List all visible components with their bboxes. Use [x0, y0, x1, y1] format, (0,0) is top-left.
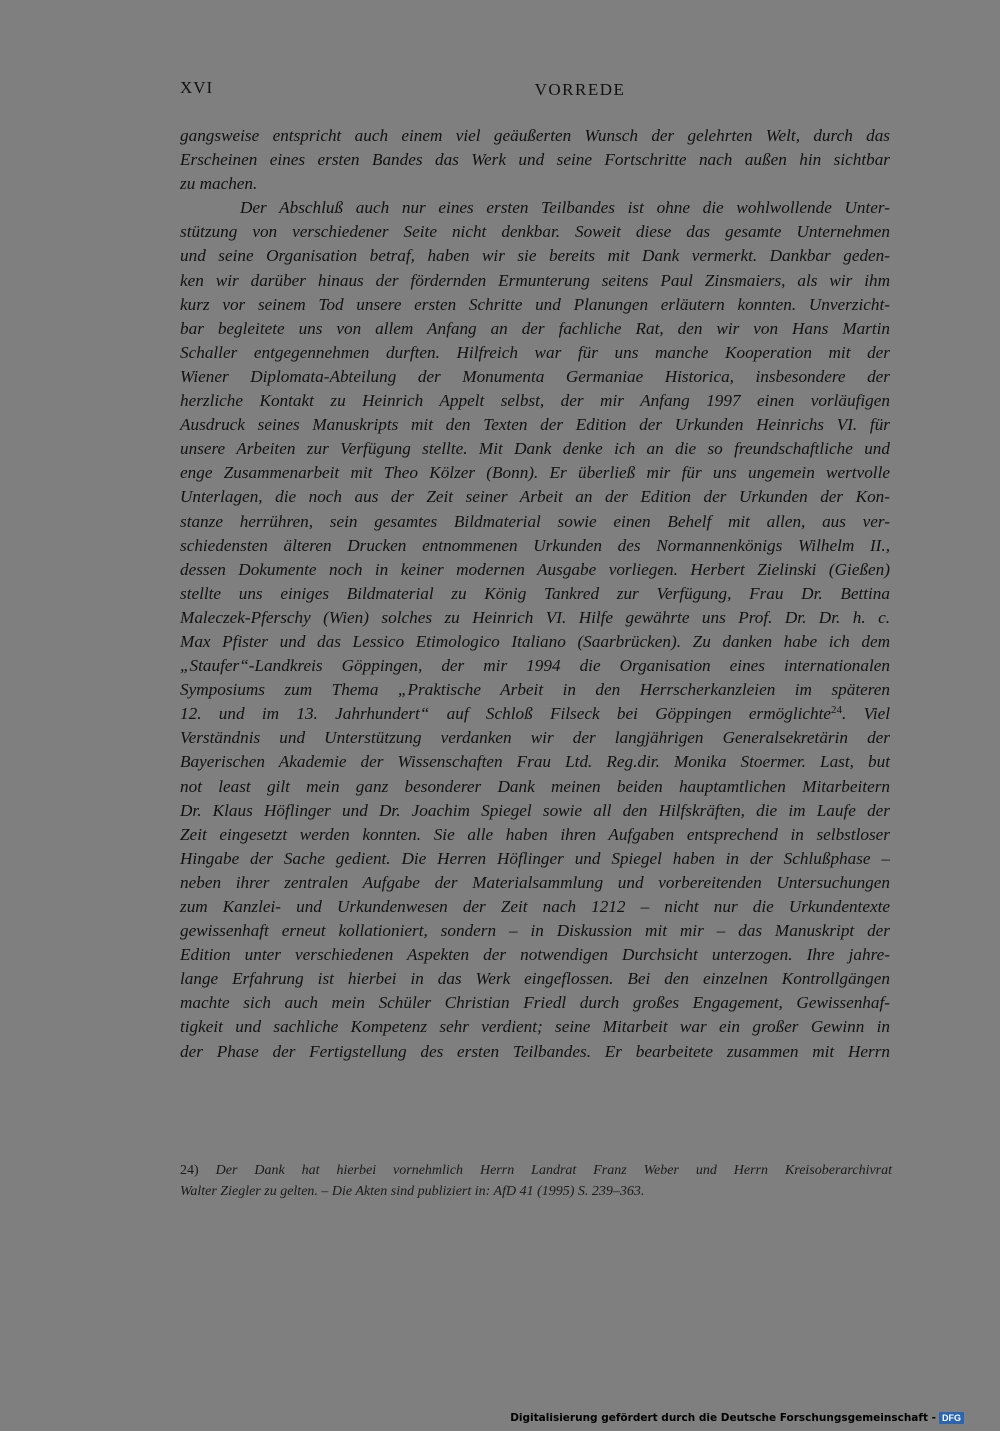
text-line: Symposiums zum Thema „Praktische Arbeit in den Herrscherkanzleien im späteren [180, 680, 890, 700]
text-line: Edition unter verschiedenen Aspekten der notwendigen Durchsicht unterzogen. Ihre jahre- [180, 945, 890, 965]
credit-text: Digitalisierung gefördert durch die Deutsche Forschungsgemeinschaft - [510, 1412, 936, 1424]
page-number: XVI [180, 78, 214, 97]
text-line: Wiener Diplomata-Abteilung der Monumenta Germaniae Historica, insbesondere der [180, 366, 890, 386]
text-line: stellte uns einiges Bildmaterial zu König Tankred zur Verfügung, Frau Dr. Bettina [180, 583, 890, 603]
text-line: Verständnis und Unterstützung verdanken wir der langjährigen Generalsekretärin der [180, 728, 890, 748]
text-line: herzliche Kontakt zu Heinrich Appelt selbst, der mir Anfang 1997 einen vorläufigen [180, 391, 890, 411]
text-line: Max Pfister und das Lessico Etimologico Italiano (Saarbrücken). Zu danken habe ich dem [180, 631, 890, 651]
text-line: Erscheinen eines ersten Bandes das Werk und seine Fortschritte nach außen hin sichtbar [180, 150, 890, 170]
text-line: schiedensten älteren Drucken entnommenen Urkunden des Normannenkönigs Wilhelm II., [180, 535, 890, 555]
text-line: lange Erfahrung ist hierbei in das Werk eingeflossen. Bei den einzelnen Kontrollgängen [180, 969, 890, 989]
text-line: tigkeit und sachliche Kompetenz sehr verdient; seine Mitarbeit war ein großer Gewinn in [180, 1017, 890, 1037]
text-line: neben ihrer zentralen Aufgabe der Materialsammlung und vorbereitenden Untersuchungen [180, 872, 890, 892]
text-line: stützung von verschiedener Seite nicht denkbar. Soweit diese das gesamte Unternehmen [180, 222, 890, 242]
text-line: Bayerischen Akademie der Wissenschaften Frau Ltd. Reg.dir. Monika Stoermer. Last, but [180, 752, 890, 772]
text-line: gewissenhaft erneut kollationiert, sondern – in Diskussion mit mir – das Manuskript der [180, 921, 890, 941]
text-line: machte sich auch mein Schüler Christian Friedl durch großes Engagement, Gewissenhaf- [180, 993, 890, 1013]
footnote-reference[interactable]: 24 [831, 704, 842, 717]
text-line: enge Zusammenarbeit mit Theo Kölzer (Bonn). Er überließ mir für uns ungemein wertvolle [180, 463, 890, 483]
text-line: Dr. Klaus Höflinger und Dr. Joachim Spiegel sowie all den Hilfskräften, die im Laufe der [180, 800, 890, 820]
text-segment: . Viel [842, 704, 890, 724]
dfg-logo: DFG [939, 1412, 964, 1424]
text-line: Hingabe der Sache gedient. Die Herren Höflinger und Spiegel haben in der Schlußphase – [180, 848, 890, 868]
body-text [180, 124, 890, 1064]
footnote [180, 1160, 892, 1202]
digitization-credit [510, 1412, 964, 1424]
text-line: Unterlagen, die noch aus der Zeit seiner Arbeit an der Edition der Urkunden der Kon- [180, 487, 890, 507]
text-line: zum Kanzlei- und Urkundenwesen der Zeit nach 1212 – nicht nur die Urkundentexte [180, 897, 890, 916]
text-line: bar begleitete uns von allem Anfang an der fachliche Rat, den wir von Hans Martin [180, 318, 890, 338]
text-segment: 12. und im 13. Jahrhundert“ auf Schloß Filseck bei Göppingen ermöglichte [180, 704, 831, 724]
footnote-line [180, 1160, 892, 1181]
text-line: zu machen. [180, 174, 258, 194]
text-line-with-footnote-ref [180, 702, 890, 726]
running-head: VORREDE [534, 80, 626, 99]
footnote-line: Walter Ziegler zu gelten. – Die Akten sind publiziert in: AfD 41 (1995) S. 239–363. [180, 1184, 645, 1199]
text-line: not least gilt mein ganz besonderer Dank meinen beiden hauptamtlichen Mitarbeitern [180, 776, 890, 796]
text-line: Zeit eingesetzt werden konnten. Sie alle haben ihren Aufgaben entsprechend in selbstloser [180, 824, 890, 844]
text-line: stanze herrühren, sein gesamtes Bildmaterial sowie einen Behelf mit allen, aus ver- [180, 511, 890, 531]
text-line: Der Abschluß auch nur eines ersten Teilbandes ist ohne die wohlwollende Unter- [240, 198, 890, 218]
text-line: Schaller entgegennehmen durften. Hilfreich war für uns manche Kooperation mit der [180, 342, 890, 362]
text-line: und seine Organisation betraf, haben wir sie bereits mit Dank vermerkt. Dankbar geden- [180, 246, 890, 266]
text-line: Maleczek-Pferschy (Wien) solches zu Heinrich VI. Hilfe gewährte uns Prof. Dr. Dr. h. c. [180, 607, 890, 627]
text-line: kurz vor seinem Tod unsere ersten Schritte und Planungen erläutern konnten. Unverzicht- [180, 294, 890, 314]
text-line: dessen Dokumente noch in keiner modernen Ausgabe vorliegen. Herbert Zielinski (Gießen) [180, 559, 890, 579]
footnote-number: 24) [180, 1163, 199, 1178]
footnote-text: Der Dank hat hierbei vornehmlich Herrn Landrat Franz Weber und Herrn Kreisoberarchivrat [215, 1163, 893, 1178]
text-line: unsere Arbeiten zur Verfügung stellte. Mit Dank denke ich an die so freundschaftliche und [180, 439, 890, 459]
text-line: der Phase der Fertigstellung des ersten Teilbandes. Er bearbeitete zusammen mit Herrn [180, 1041, 890, 1061]
text-line: Ausdruck seines Manuskripts mit den Texten der Edition der Urkunden Heinrichs VI. für [180, 415, 890, 435]
text-line: ken wir darüber hinaus der fördernden Ermunterung seitens Paul Zinsmaiers, als wir ihm [180, 270, 890, 290]
text-line: „Staufer“-Landkreis Göppingen, der mir 1994 die Organisation eines internationalen [180, 656, 890, 676]
text-line: gangsweise entspricht auch einem viel geäußerten Wunsch der gelehrten Welt, durch das [180, 126, 890, 145]
